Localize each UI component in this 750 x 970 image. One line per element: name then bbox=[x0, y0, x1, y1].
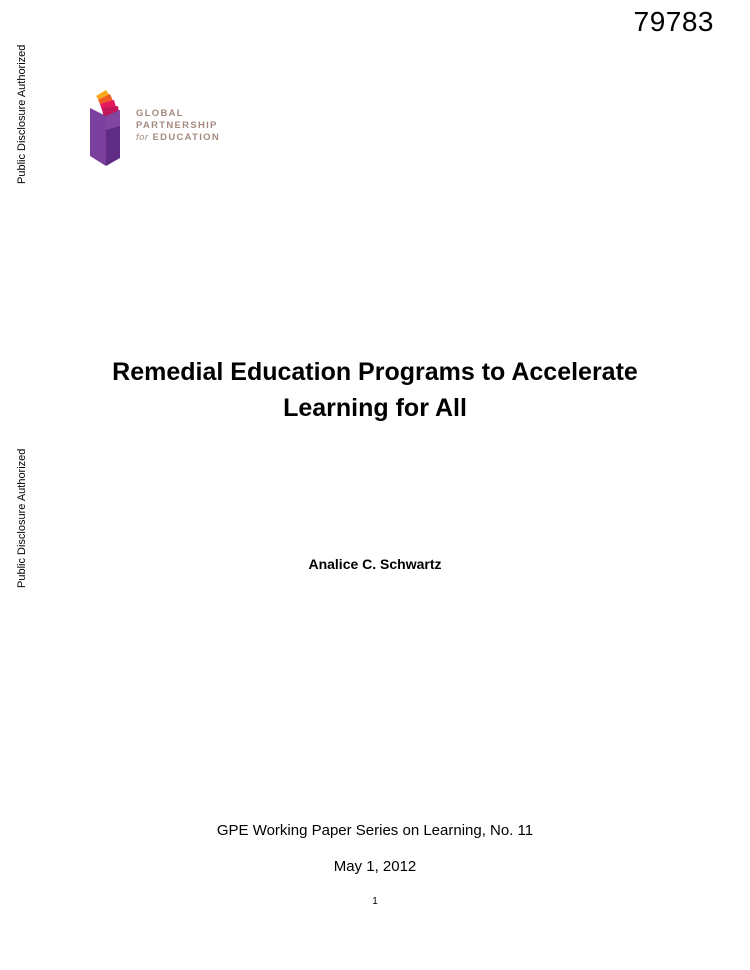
author-name: Analice C. Schwartz bbox=[308, 556, 442, 572]
logo-for: for bbox=[136, 132, 149, 143]
document-title-line-2: Learning for All bbox=[283, 394, 467, 422]
logo-line-partnership: PARTNERSHIP bbox=[136, 120, 218, 131]
publication-date: May 1, 2012 bbox=[333, 858, 417, 875]
series-info: GPE Working Paper Series on Learning, No. 11 bbox=[216, 822, 534, 839]
document-title-text bbox=[0, 354, 750, 426]
logo-wordmark bbox=[136, 108, 220, 144]
document-title-line-1: Remedial Education Programs to Accelerate bbox=[112, 358, 638, 386]
gpe-logo bbox=[86, 86, 246, 170]
document-title bbox=[0, 354, 750, 426]
logo-line-global: GLOBAL bbox=[136, 108, 184, 119]
disclosure-stamp-top: Public Disclosure Authorized bbox=[16, 44, 28, 184]
logo-education: EDUCATION bbox=[152, 132, 221, 143]
document-number: 79783 bbox=[633, 6, 714, 37]
logo-line-education bbox=[136, 132, 220, 144]
page-number: 1 bbox=[372, 896, 378, 907]
book-logo-icon bbox=[86, 86, 134, 170]
disclosure-stamp-middle: Public Disclosure Authorized bbox=[16, 448, 28, 588]
